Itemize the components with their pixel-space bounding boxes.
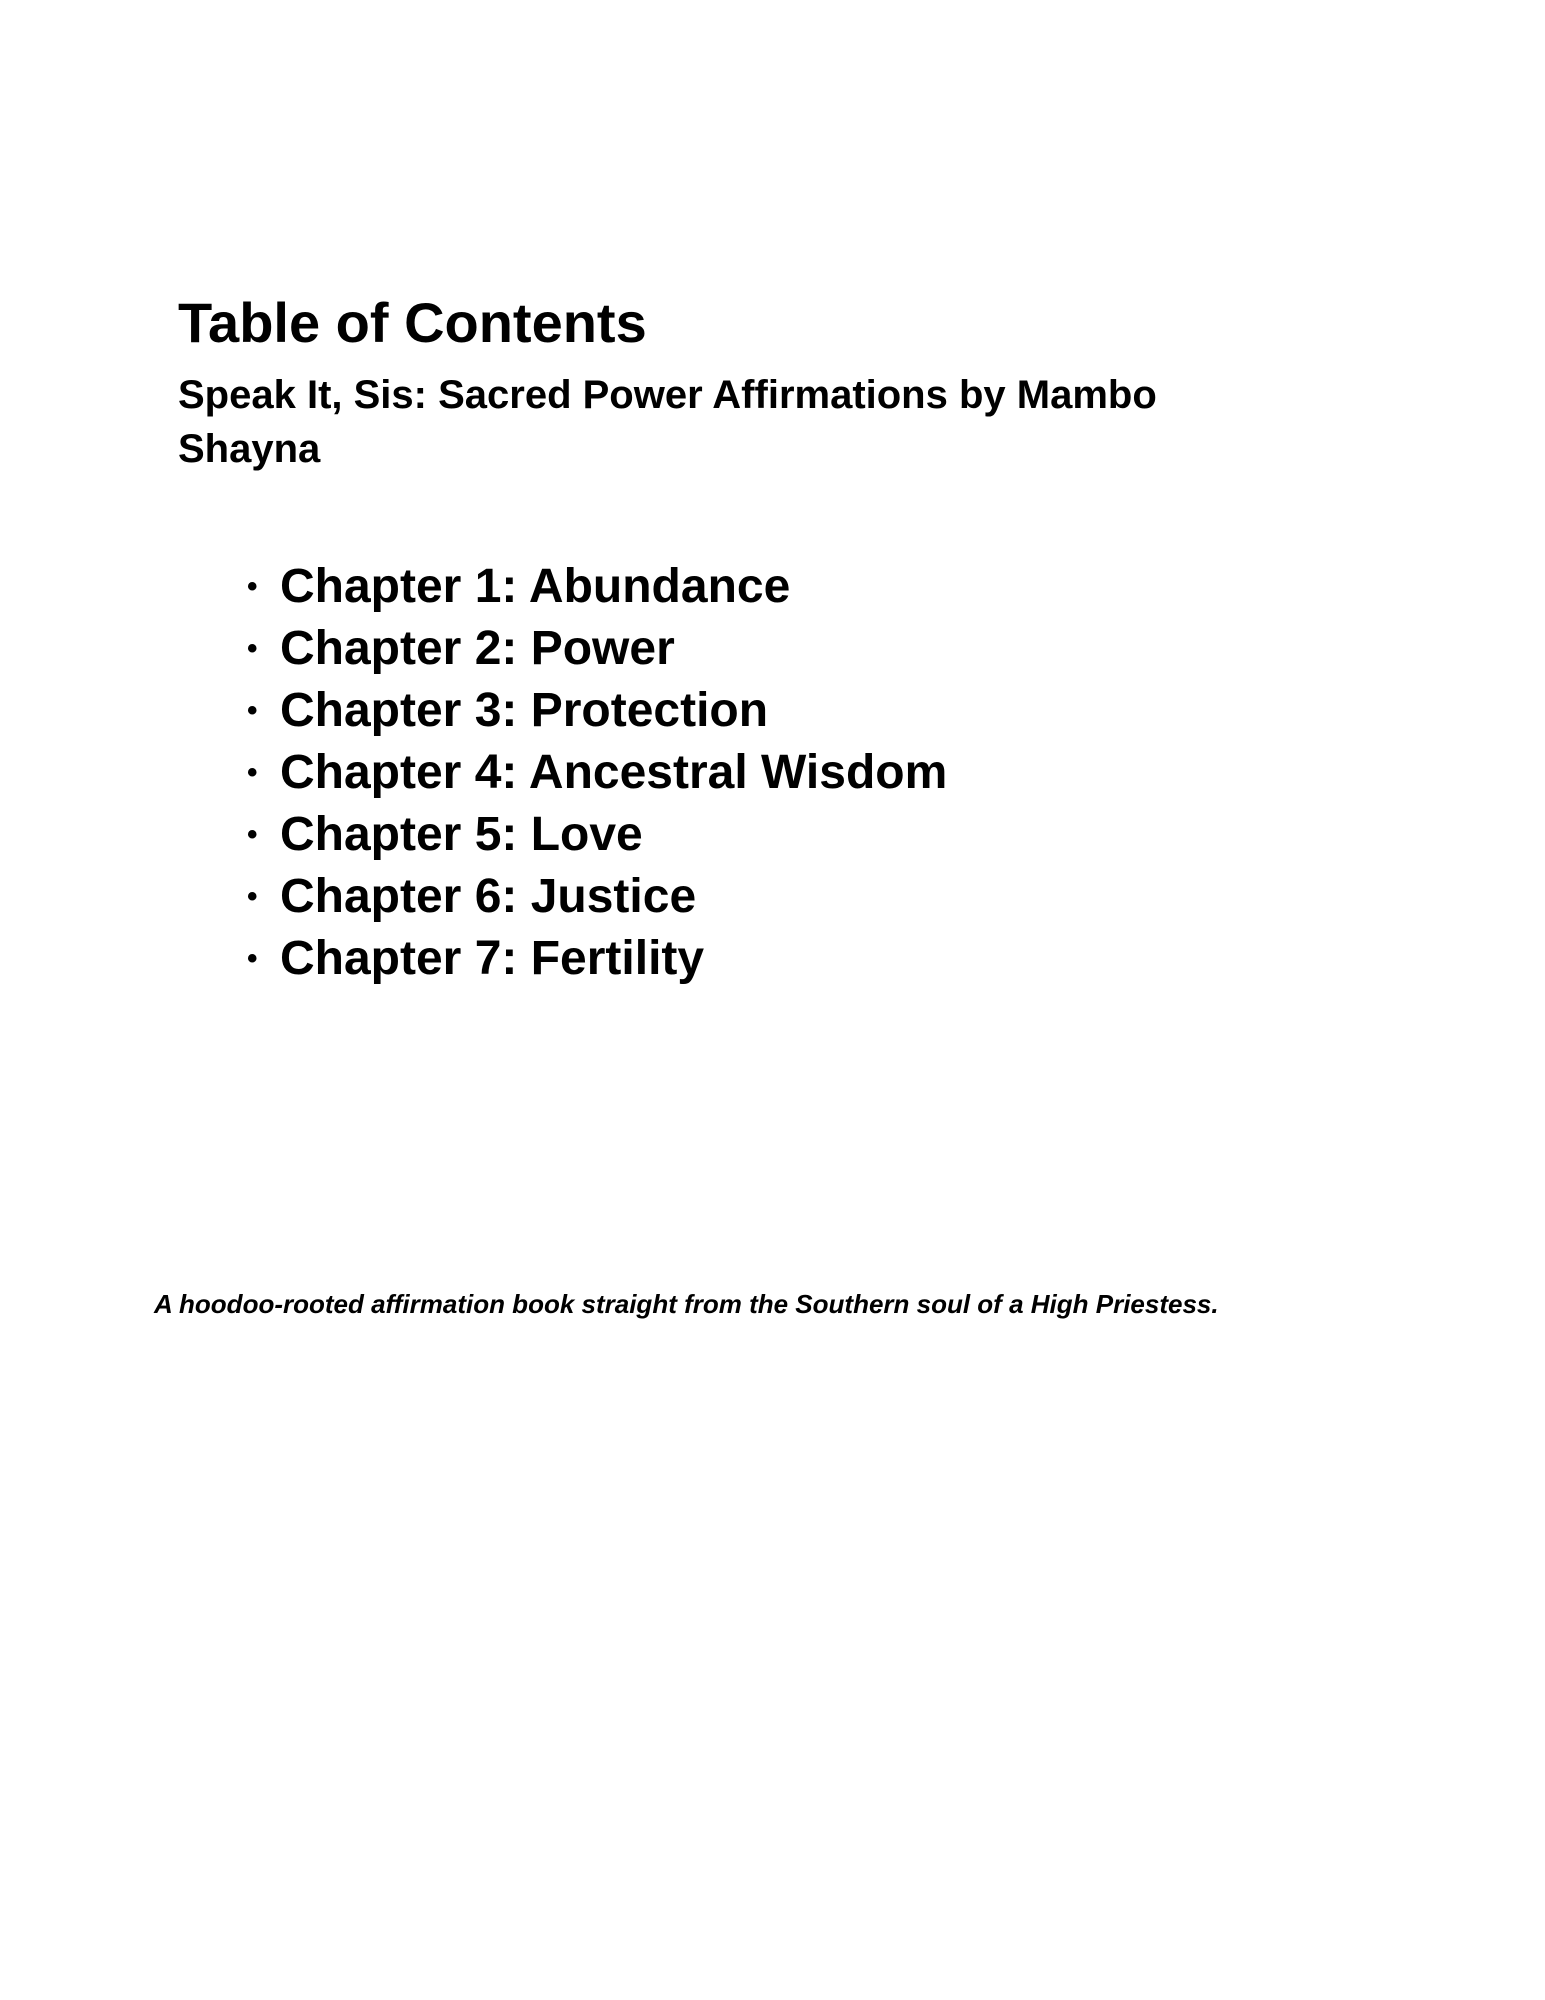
chapter-label: Chapter 5: Love: [280, 808, 643, 861]
bullet-icon: •: [247, 818, 258, 851]
chapter-label: Chapter 3: Protection: [280, 684, 769, 737]
bullet-icon: •: [247, 756, 258, 789]
bullet-icon: •: [247, 942, 258, 975]
bullet-icon: •: [247, 632, 258, 665]
chapter-label: Chapter 1: Abundance: [280, 560, 791, 613]
bullet-icon: •: [247, 880, 258, 913]
chapter-label: Chapter 4: Ancestral Wisdom: [280, 746, 948, 799]
chapter-label: Chapter 6: Justice: [280, 870, 697, 923]
book-tagline: A hoodoo-rooted affirmation book straight from the Southern soul of a High Priestess.: [154, 1289, 1219, 1319]
book-subtitle: Speak It, Sis: Sacred Power Affirmations by Mambo Shayna: [178, 373, 1157, 471]
bullet-icon: •: [247, 570, 258, 603]
chapter-label: Chapter 2: Power: [280, 622, 675, 675]
bullet-icon: •: [247, 694, 258, 727]
page-title: Table of Contents: [178, 291, 647, 354]
chapter-label: Chapter 7: Fertility: [280, 932, 705, 985]
